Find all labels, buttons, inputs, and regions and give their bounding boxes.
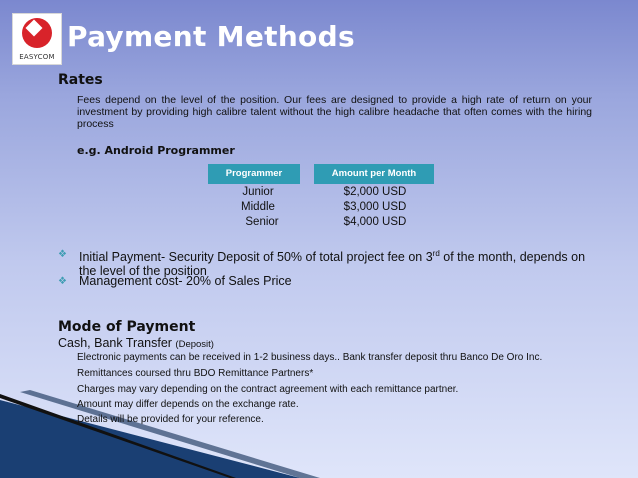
logo-text: EASYCOM	[19, 53, 55, 61]
page-title: Payment Methods	[67, 20, 355, 53]
table-cell-level: Middle	[241, 201, 275, 213]
diamond-bullet-icon: ❖	[58, 276, 67, 287]
bullet-management-cost	[58, 274, 604, 288]
payment-detail: Electronic payments can be received in 1-2 business days.. Bank transfer deposit thru Banco De Oro Inc.	[77, 352, 543, 363]
table-cell-level: Senior	[245, 216, 279, 228]
payment-detail: Remittances coursed thru BDO Remittance Partners*	[77, 368, 314, 379]
table-header-amount: Amount per Month	[314, 164, 434, 184]
rates-heading: Rates	[58, 72, 103, 88]
mode-of-payment-heading: Mode of Payment	[58, 319, 196, 335]
payment-method: Cash, Bank Transfer (Deposit)	[58, 336, 214, 350]
payment-detail: Details will be provided for your reference.	[77, 414, 264, 425]
example-label: e.g. Android Programmer	[77, 144, 235, 157]
table-cell-level: Junior	[242, 186, 274, 198]
payment-detail: Amount may differ depends on the exchange rate.	[77, 399, 299, 410]
easycom-logo	[12, 13, 62, 65]
table-cell-amount: $2,000 USD	[343, 186, 407, 198]
payment-detail: Charges may vary depending on the contract agreement with each remittance partner.	[77, 384, 459, 395]
diamond-bullet-icon: ❖	[58, 249, 67, 260]
bullet-text: Management cost- 20% of Sales Price	[79, 274, 292, 288]
table-header-programmer: Programmer	[208, 164, 300, 184]
table-cell-amount: $4,000 USD	[343, 216, 407, 228]
rates-description: Fees depend on the level of the position. Our fees are designed to provide a high rate of return on your investment by providing high calibre talent without the high calibre headache that often comes with the hiring process	[77, 94, 592, 130]
bullet-text: Initial Payment- Security Deposit of 50% of total project fee on 3rd of the month, depends on the level of the position	[79, 249, 586, 279]
table-cell-amount: $3,000 USD	[343, 201, 407, 213]
